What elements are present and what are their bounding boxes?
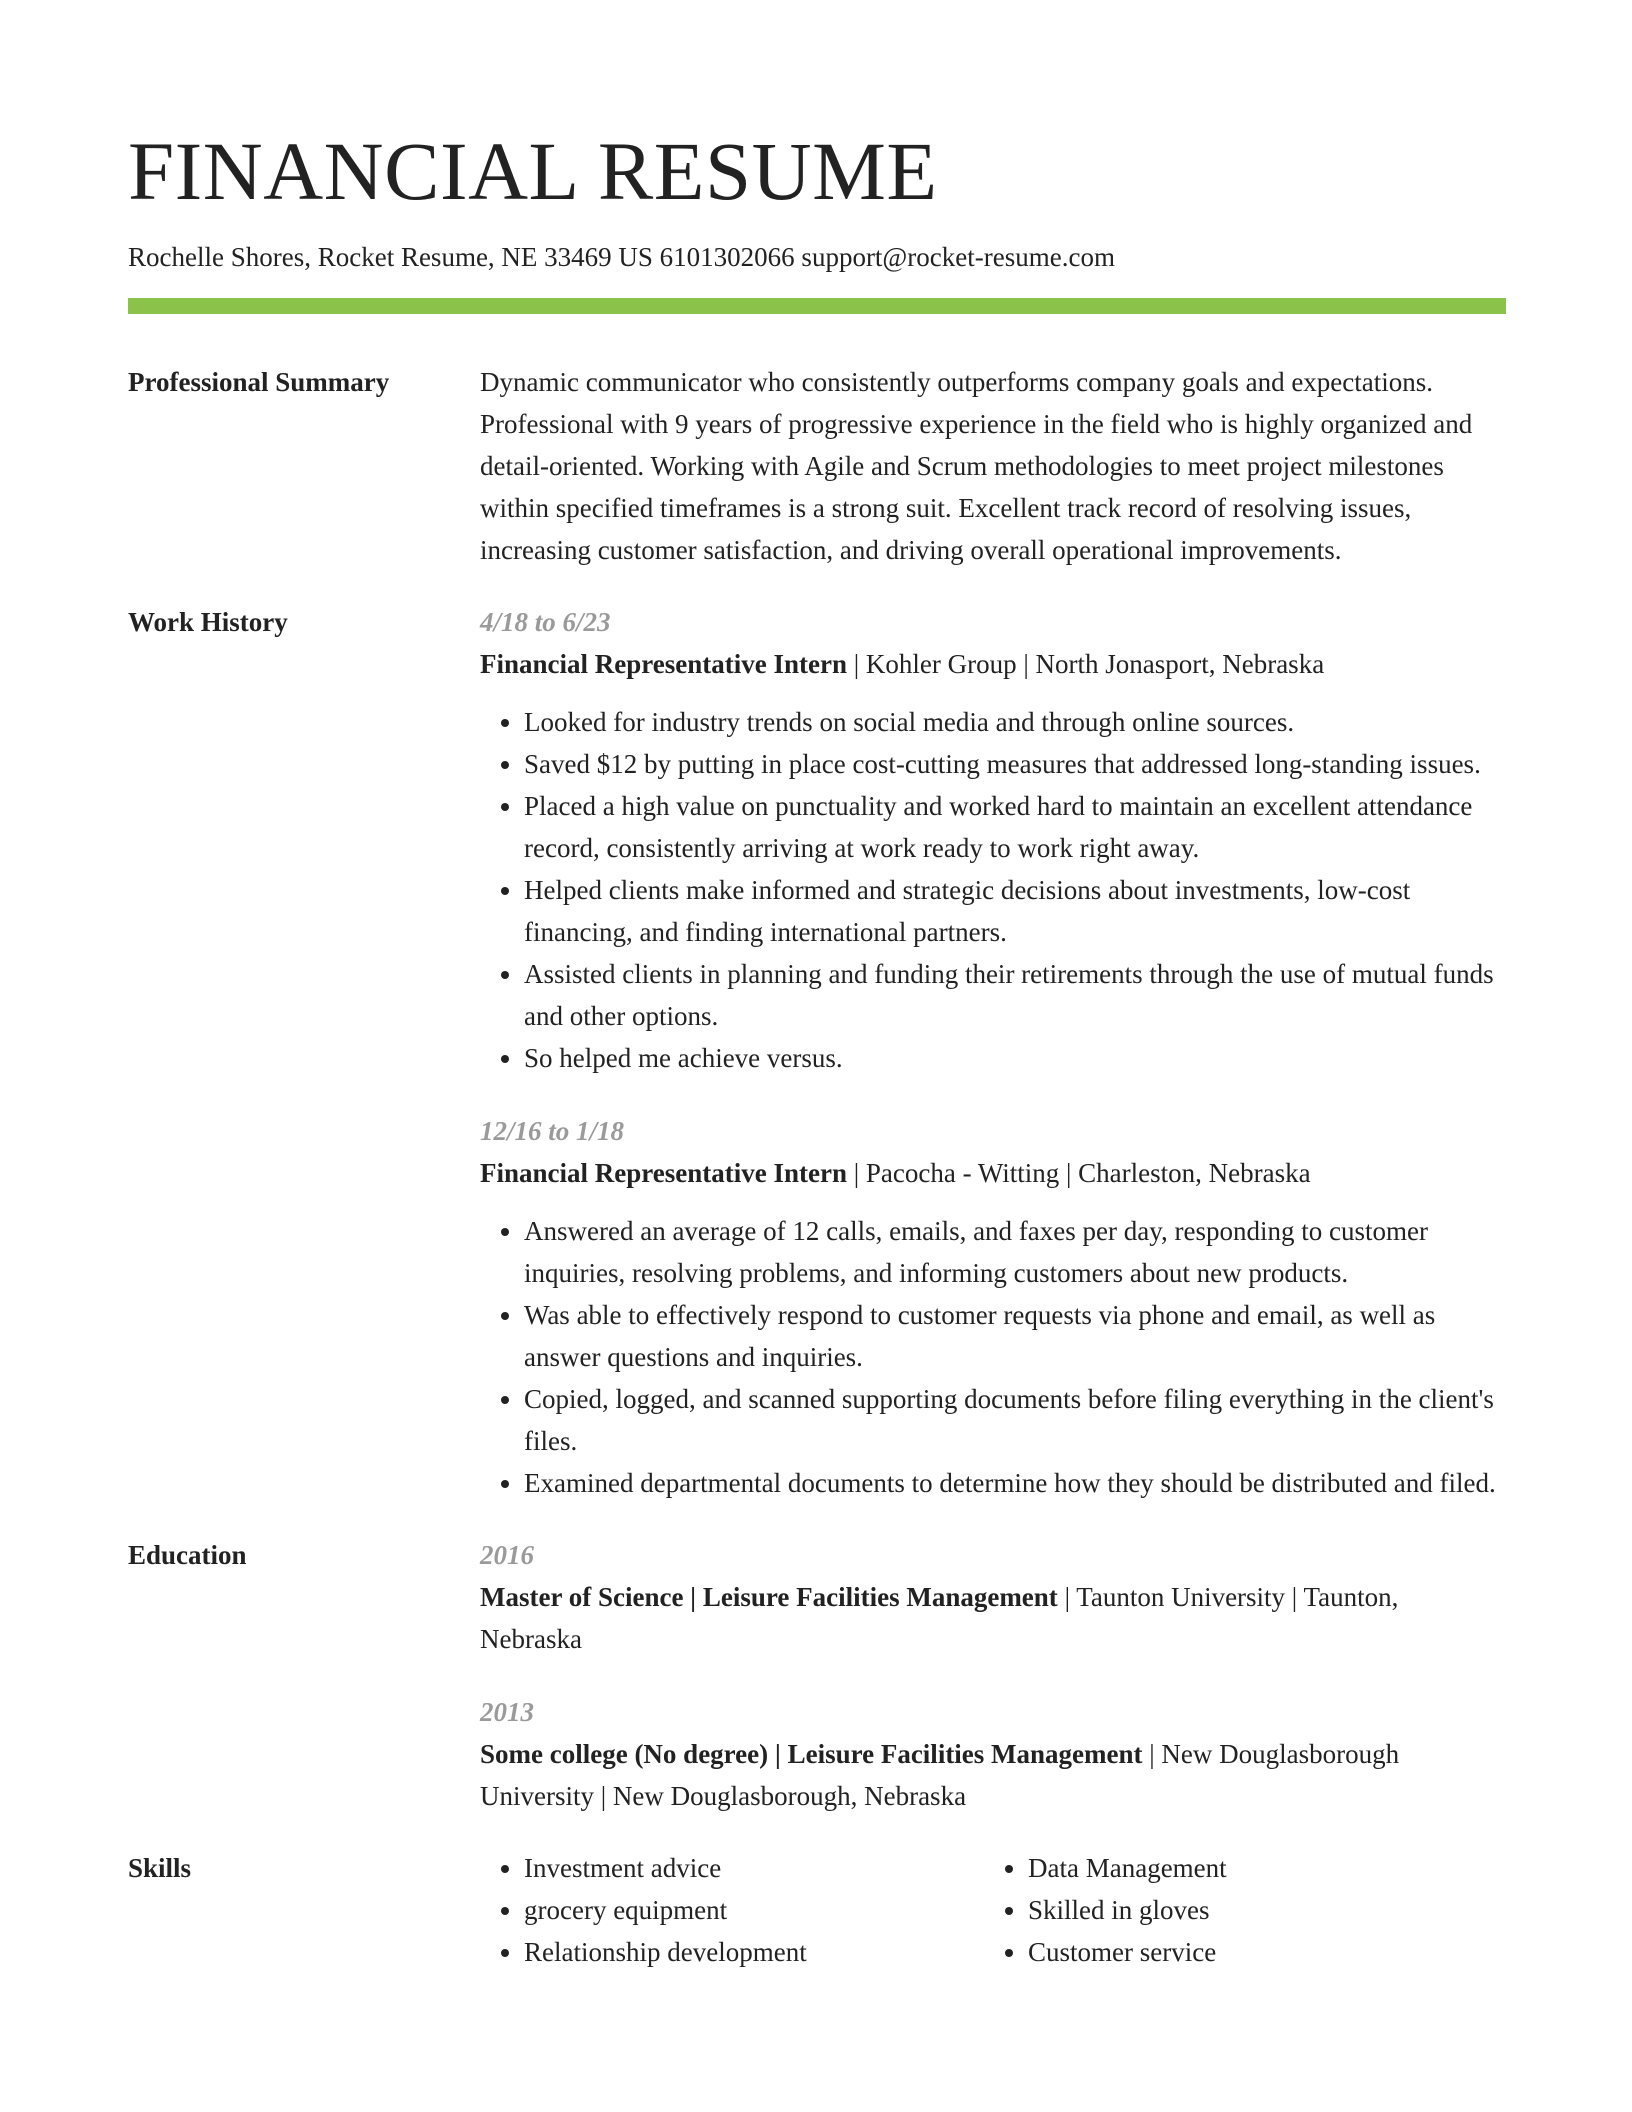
skill-item: • Customer service	[1028, 1931, 1488, 1973]
education-body	[480, 1534, 1506, 1817]
job-heading	[480, 643, 1506, 685]
job-bullet: • Copied, logged, and scanned supporting documents before filing everything in the client's files.	[524, 1378, 1506, 1462]
job-bullet: • Helped clients make informed and strategic decisions about investments, low-cost financing, and finding international partners.	[524, 869, 1506, 953]
job-bullet: • Answered an average of 12 calls, emails, and faxes per day, responding to customer inquiries, resolving problems, and informing customers about new products.	[524, 1210, 1506, 1294]
job-dates: 4/18 to 6/23	[480, 607, 611, 637]
job-details: | Kohler Group | North Jonasport, Nebraska	[846, 649, 1325, 679]
job-entry	[480, 601, 1506, 1079]
job-bullet: • Assisted clients in planning and funding their retirements through the use of mutual funds and other options.	[524, 953, 1506, 1037]
job-entry	[480, 1110, 1506, 1504]
job-bullet: • Saved $12 by putting in place cost-cutting measures that addressed long-standing issues.	[524, 743, 1506, 785]
skill-item: • Investment advice	[524, 1847, 984, 1889]
education-heading	[480, 1733, 1506, 1817]
summary-section	[128, 361, 1506, 571]
job-heading	[480, 1152, 1506, 1194]
skill-item: • Data Management	[1028, 1847, 1488, 1889]
skills-body	[480, 1847, 1506, 1973]
job-bullets	[480, 1210, 1506, 1504]
resume-page	[128, 0, 1506, 1973]
education-entry	[480, 1534, 1506, 1660]
education-degree: Master of Science | Leisure Facilities Management	[480, 1582, 1058, 1612]
skills-section	[128, 1847, 1506, 1973]
job-bullets	[480, 701, 1506, 1079]
skills-label: Skills	[128, 1853, 192, 1883]
education-details: | Taunton University | Taunton, Nebraska	[480, 1582, 1399, 1654]
job-title: Financial Representative Intern	[480, 649, 847, 679]
job-bullet: • Looked for industry trends on social media and through online sources.	[524, 701, 1506, 743]
work-section	[128, 601, 1506, 1504]
job-dates: 12/16 to 1/18	[480, 1116, 625, 1146]
job-bullet: • Examined departmental documents to determine how they should be distributed and filed.	[524, 1462, 1506, 1504]
summary-body	[480, 361, 1506, 571]
header-divider	[128, 298, 1506, 314]
education-year: 2016	[480, 1540, 534, 1570]
summary-text: Dynamic communicator who consistently outperforms company goals and expectations. Professional with 9 years of progressive experience in the field who is highly organized and detail-oriented. Working with Agile and Scrum methodologies to meet project milestones within specified timeframes is a strong suit. Excellent track record of resolving issues, increasing customer satisfaction, and driving overall operational improvements.	[480, 367, 1473, 565]
resume-title: FINANCIAL RESUME	[128, 125, 938, 217]
education-section	[128, 1534, 1506, 1817]
education-entry	[480, 1691, 1506, 1817]
education-details: | New Douglasborough University | New Douglasborough, Nebraska	[480, 1739, 1400, 1811]
education-label: Education	[128, 1540, 247, 1570]
work-label: Work History	[128, 607, 288, 637]
job-details: | Pacocha - Witting | Charleston, Nebraska	[846, 1158, 1311, 1188]
skills-list-right	[984, 1847, 1488, 1973]
education-year: 2013	[480, 1697, 534, 1727]
work-body	[480, 601, 1506, 1504]
job-bullet: • So helped me achieve versus.	[524, 1037, 1506, 1079]
skill-item: • grocery equipment	[524, 1889, 984, 1931]
job-title: Financial Representative Intern	[480, 1158, 847, 1188]
job-bullet: • Placed a high value on punctuality and worked hard to maintain an excellent attendance record, consistently arriving at work ready to work right away.	[524, 785, 1506, 869]
skill-item: • Skilled in gloves	[1028, 1889, 1488, 1931]
contact-line: Rochelle Shores, Rocket Resume, NE 33469 US 6101302066 support@rocket-resume.com	[128, 242, 1115, 272]
education-heading	[480, 1576, 1506, 1660]
job-bullet: • Was able to effectively respond to customer requests via phone and email, as well as answer questions and inquiries.	[524, 1294, 1506, 1378]
summary-label: Professional Summary	[128, 367, 390, 397]
education-degree: Some college (No degree) | Leisure Facilities Management	[480, 1739, 1143, 1769]
skills-list-left	[480, 1847, 984, 1973]
skill-item: • Relationship development	[524, 1931, 984, 1973]
